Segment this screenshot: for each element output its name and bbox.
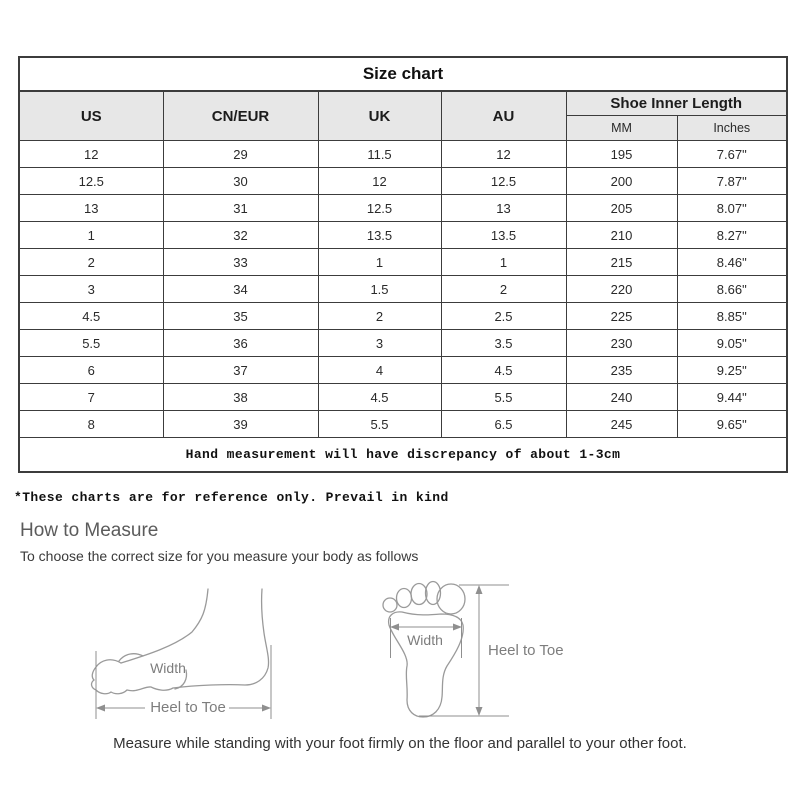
- table-cell: 12: [19, 141, 163, 168]
- table-cell: 1: [19, 222, 163, 249]
- sole-view-heel-to-toe-label: Heel to Toe: [488, 642, 564, 659]
- table-cell: 9.44": [677, 384, 787, 411]
- table-footer-row: [19, 438, 787, 473]
- table-row: [19, 222, 787, 249]
- table-cell: 7.87": [677, 168, 787, 195]
- table-row: [19, 276, 787, 303]
- table-cell: 32: [163, 222, 318, 249]
- sole-view-width-label: Width: [407, 632, 443, 648]
- table-cell: 240: [566, 384, 677, 411]
- table-cell: 13.5: [441, 222, 566, 249]
- table-cell: 39: [163, 411, 318, 438]
- table-cell: 9.65": [677, 411, 787, 438]
- table-cell: 13.5: [318, 222, 441, 249]
- column-header-cn-eur: CN/EUR: [163, 91, 318, 141]
- column-header-uk: UK: [318, 91, 441, 141]
- table-cell: 215: [566, 249, 677, 276]
- table-cell: 8.85": [677, 303, 787, 330]
- table-cell: 2: [318, 303, 441, 330]
- table-cell: 35: [163, 303, 318, 330]
- table-row: [19, 168, 787, 195]
- table-cell: 7: [19, 384, 163, 411]
- table-cell: 2: [441, 276, 566, 303]
- foot-side-view-diagram: [75, 575, 305, 725]
- table-cell: 210: [566, 222, 677, 249]
- table-row: [19, 303, 787, 330]
- table-cell: 195: [566, 141, 677, 168]
- foot-sole-view-diagram: [375, 568, 620, 748]
- table-cell: 36: [163, 330, 318, 357]
- table-cell: 12: [441, 141, 566, 168]
- table-title: Size chart: [19, 57, 787, 91]
- table-cell: 4.5: [441, 357, 566, 384]
- table-cell: 11.5: [318, 141, 441, 168]
- side-view-width-label: Width: [150, 660, 186, 676]
- table-row: [19, 384, 787, 411]
- table-cell: 8.07": [677, 195, 787, 222]
- table-cell: 4.5: [318, 384, 441, 411]
- table-row: [19, 330, 787, 357]
- table-cell: 205: [566, 195, 677, 222]
- table-cell: 13: [441, 195, 566, 222]
- table-cell: 12.5: [19, 168, 163, 195]
- reference-note: *These charts are for reference only. Prevail in kind: [14, 490, 449, 505]
- table-cell: 2.5: [441, 303, 566, 330]
- column-header-inches: Inches: [677, 116, 787, 141]
- table-cell: 220: [566, 276, 677, 303]
- table-cell: 37: [163, 357, 318, 384]
- table-row: [19, 141, 787, 168]
- table-cell: 235: [566, 357, 677, 384]
- column-header-mm: MM: [566, 116, 677, 141]
- table-cell: 4: [318, 357, 441, 384]
- table-cell: 8.66": [677, 276, 787, 303]
- column-header-us: US: [19, 91, 163, 141]
- table-cell: 4.5: [19, 303, 163, 330]
- column-header-au: AU: [441, 91, 566, 141]
- table-cell: 1: [441, 249, 566, 276]
- table-cell: 13: [19, 195, 163, 222]
- measure-caption: Measure while standing with your foot firmly on the floor and parallel to your other foot.: [113, 735, 687, 752]
- table-title-row: [19, 57, 787, 91]
- table-cell: 3: [318, 330, 441, 357]
- table-cell: 7.67": [677, 141, 787, 168]
- table-cell: 230: [566, 330, 677, 357]
- table-cell: 31: [163, 195, 318, 222]
- table-row: [19, 357, 787, 384]
- how-to-measure-subheading: To choose the correct size for you measure your body as follows: [20, 548, 419, 564]
- table-cell: 1.5: [318, 276, 441, 303]
- table-row: [19, 249, 787, 276]
- size-chart-table: [18, 56, 788, 473]
- table-header-row: [19, 91, 787, 116]
- table-cell: 12.5: [441, 168, 566, 195]
- table-cell: 8.46": [677, 249, 787, 276]
- table-cell: 12: [318, 168, 441, 195]
- table-cell: 2: [19, 249, 163, 276]
- table-cell: 5.5: [19, 330, 163, 357]
- table-cell: 29: [163, 141, 318, 168]
- column-header-shoe-inner-length: Shoe Inner Length: [566, 91, 787, 116]
- table-cell: 245: [566, 411, 677, 438]
- table-cell: 8: [19, 411, 163, 438]
- side-view-heel-to-toe-label: Heel to Toe: [150, 699, 226, 716]
- table-cell: 5.5: [441, 384, 566, 411]
- table-cell: 38: [163, 384, 318, 411]
- size-table-body: [19, 141, 787, 438]
- how-to-measure-heading: How to Measure: [20, 520, 159, 541]
- table-cell: 5.5: [318, 411, 441, 438]
- table-cell: 225: [566, 303, 677, 330]
- table-cell: 3.5: [441, 330, 566, 357]
- table-cell: 1: [318, 249, 441, 276]
- table-cell: 9.05": [677, 330, 787, 357]
- table-cell: 34: [163, 276, 318, 303]
- table-cell: 12.5: [318, 195, 441, 222]
- table-cell: 9.25": [677, 357, 787, 384]
- table-cell: 30: [163, 168, 318, 195]
- table-cell: 3: [19, 276, 163, 303]
- table-row: [19, 411, 787, 438]
- table-cell: 6: [19, 357, 163, 384]
- table-cell: 6.5: [441, 411, 566, 438]
- table-cell: 33: [163, 249, 318, 276]
- table-cell: 8.27": [677, 222, 787, 249]
- table-row: [19, 195, 787, 222]
- table-footer-note: Hand measurement will have discrepancy of about 1-3cm: [19, 438, 787, 473]
- table-cell: 200: [566, 168, 677, 195]
